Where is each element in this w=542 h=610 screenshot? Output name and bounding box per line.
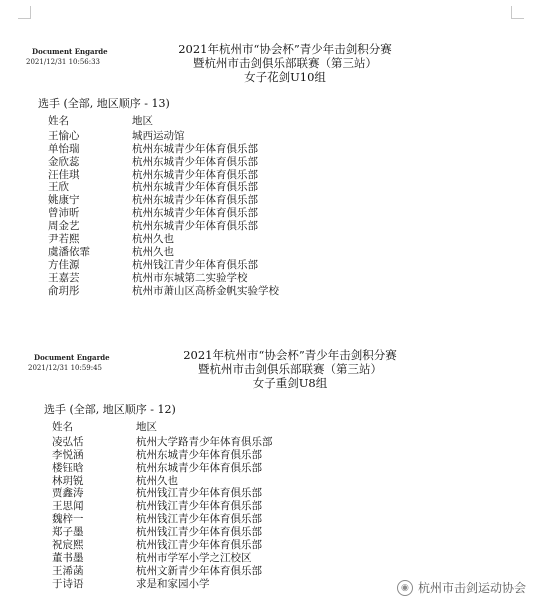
fencer-name: 单怡瑞 bbox=[48, 142, 80, 155]
table-row bbox=[52, 462, 376, 475]
fencer-club: 杭州市学军小学之江校区 bbox=[136, 551, 252, 564]
table-row bbox=[48, 285, 372, 298]
fencer-club: 杭州东城青少年体育俱乐部 bbox=[132, 168, 258, 181]
table-row bbox=[52, 449, 376, 462]
fencer-club: 杭州东城青少年体育俱乐部 bbox=[132, 142, 258, 155]
document-meta bbox=[28, 352, 110, 374]
table-row bbox=[52, 565, 376, 578]
fencer-name: 王欣 bbox=[48, 181, 69, 194]
fencer-name: 李悦涵 bbox=[52, 448, 84, 461]
table-row bbox=[48, 272, 372, 285]
table-row bbox=[48, 156, 372, 169]
column-header-club: 地区 bbox=[132, 115, 153, 127]
watermark bbox=[397, 579, 526, 596]
fencer-name: 郑子墨 bbox=[52, 526, 84, 539]
event-category: 女子重剑U8组 bbox=[252, 376, 328, 390]
table-body bbox=[52, 436, 376, 591]
table-header bbox=[48, 115, 372, 128]
fencer-name: 王嘉芸 bbox=[48, 271, 80, 284]
fencer-club: 城西运动馆 bbox=[132, 129, 185, 142]
document-meta bbox=[26, 46, 108, 68]
fencer-club: 杭州钱江青少年体育俱乐部 bbox=[136, 539, 262, 552]
fencer-club: 杭州东城青少年体育俱乐部 bbox=[136, 461, 262, 474]
table-row bbox=[48, 207, 372, 220]
event-title bbox=[155, 348, 425, 390]
fencer-club: 杭州钱江青少年体育俱乐部 bbox=[136, 500, 262, 513]
table-row bbox=[52, 500, 376, 513]
table-header bbox=[52, 421, 376, 434]
fencer-name: 汪佳琪 bbox=[48, 168, 80, 181]
fencer-name: 于诗语 bbox=[52, 577, 84, 590]
crop-mark-top-right bbox=[511, 6, 524, 19]
crop-mark-top-left bbox=[18, 6, 31, 19]
table-row bbox=[52, 513, 376, 526]
document-timestamp: 2021/12/31 10:56:33 bbox=[26, 58, 101, 66]
fencer-club: 杭州钱江青少年体育俱乐部 bbox=[136, 513, 262, 526]
fencer-table bbox=[52, 421, 376, 591]
table-row bbox=[48, 143, 372, 156]
fencer-count-label: 选手 (全部, 地区顺序 - 13) bbox=[38, 97, 170, 110]
fencer-count-label: 选手 (全部, 地区顺序 - 12) bbox=[44, 403, 176, 416]
table-row bbox=[48, 181, 372, 194]
fencer-name: 魏梓一 bbox=[52, 513, 84, 526]
fencer-club: 杭州钱江青少年体育俱乐部 bbox=[132, 258, 258, 271]
fencer-name: 俞玥彤 bbox=[48, 284, 80, 297]
fencer-club: 杭州久也 bbox=[132, 245, 174, 258]
table-row bbox=[52, 436, 376, 449]
table-row bbox=[52, 552, 376, 565]
fencer-name: 金欣蕊 bbox=[48, 155, 80, 168]
table-row bbox=[48, 130, 372, 143]
fencer-name: 王愉心 bbox=[48, 129, 80, 142]
document-timestamp: 2021/12/31 10:59:45 bbox=[28, 364, 103, 372]
fencer-name: 楼钰晗 bbox=[52, 461, 84, 474]
fencer-name: 贾鑫涛 bbox=[52, 487, 84, 500]
fencer-club: 杭州钱江青少年体育俱乐部 bbox=[136, 526, 262, 539]
fencer-club: 求是和家园小学 bbox=[136, 577, 210, 590]
event-title bbox=[150, 42, 420, 84]
fencer-name: 方佳源 bbox=[48, 258, 80, 271]
event-title-line: 2021年杭州市“协会杯”青少年击剑积分赛 bbox=[183, 348, 397, 362]
event-title-line: 暨杭州市击剑俱乐部联赛（第三站） bbox=[193, 56, 377, 70]
fencer-name: 凌弘恬 bbox=[52, 435, 84, 448]
fencer-name: 曾沛昕 bbox=[48, 207, 80, 220]
event-title-line: 暨杭州市击剑俱乐部联赛（第三站） bbox=[198, 362, 382, 376]
fencer-club: 杭州市东城第二实验学校 bbox=[132, 271, 248, 284]
fencer-club: 杭州文新青少年体育俱乐部 bbox=[136, 564, 262, 577]
table-row bbox=[48, 194, 372, 207]
fencer-name: 虞潘依霏 bbox=[48, 245, 90, 258]
fencer-club: 杭州东城青少年体育俱乐部 bbox=[132, 194, 258, 207]
fencer-name: 王浠菡 bbox=[52, 564, 84, 577]
wechat-official-account-icon: ◉ bbox=[397, 580, 413, 596]
table-row bbox=[48, 246, 372, 259]
fencer-club: 杭州大学路青少年体育俱乐部 bbox=[136, 435, 273, 448]
table-row bbox=[52, 539, 376, 552]
table-row bbox=[52, 475, 376, 488]
column-header-name: 姓名 bbox=[52, 421, 73, 433]
event-category: 女子花剑U10组 bbox=[244, 70, 326, 84]
table-row bbox=[48, 169, 372, 182]
table-row bbox=[52, 487, 376, 500]
fencer-name: 王思闻 bbox=[52, 500, 84, 513]
event-title-line: 2021年杭州市“协会杯”青少年击剑积分赛 bbox=[178, 42, 392, 56]
watermark-text: 杭州市击剑运动协会 bbox=[417, 581, 526, 595]
column-header-name: 姓名 bbox=[48, 115, 69, 127]
fencer-name: 祝宸熙 bbox=[52, 539, 84, 552]
table-row bbox=[48, 220, 372, 233]
document-source: Document Engarde bbox=[34, 353, 110, 362]
fencer-club: 杭州钱江青少年体育俱乐部 bbox=[136, 487, 262, 500]
fencer-club: 杭州久也 bbox=[132, 233, 174, 246]
table-row bbox=[48, 233, 372, 246]
table-body bbox=[48, 130, 372, 298]
fencer-club: 杭州东城青少年体育俱乐部 bbox=[132, 207, 258, 220]
fencer-club: 杭州东城青少年体育俱乐部 bbox=[132, 181, 258, 194]
fencer-club: 杭州久也 bbox=[136, 474, 178, 487]
fencer-club: 杭州市萧山区高桥金帆实验学校 bbox=[132, 284, 279, 297]
table-row bbox=[52, 578, 376, 591]
column-header-club: 地区 bbox=[136, 421, 157, 433]
table-row bbox=[48, 259, 372, 272]
fencer-club: 杭州东城青少年体育俱乐部 bbox=[132, 155, 258, 168]
fencer-name: 林玥锐 bbox=[52, 474, 84, 487]
fencer-club: 杭州东城青少年体育俱乐部 bbox=[136, 448, 262, 461]
fencer-name: 周金艺 bbox=[48, 220, 80, 233]
fencer-name: 尹若熙 bbox=[48, 233, 80, 246]
table-row bbox=[52, 526, 376, 539]
fencer-table bbox=[48, 115, 372, 297]
fencer-name: 董书墨 bbox=[52, 551, 84, 564]
document-source: Document Engarde bbox=[32, 47, 108, 56]
fencer-name: 姚康宁 bbox=[48, 194, 80, 207]
fencer-club: 杭州东城青少年体育俱乐部 bbox=[132, 220, 258, 233]
